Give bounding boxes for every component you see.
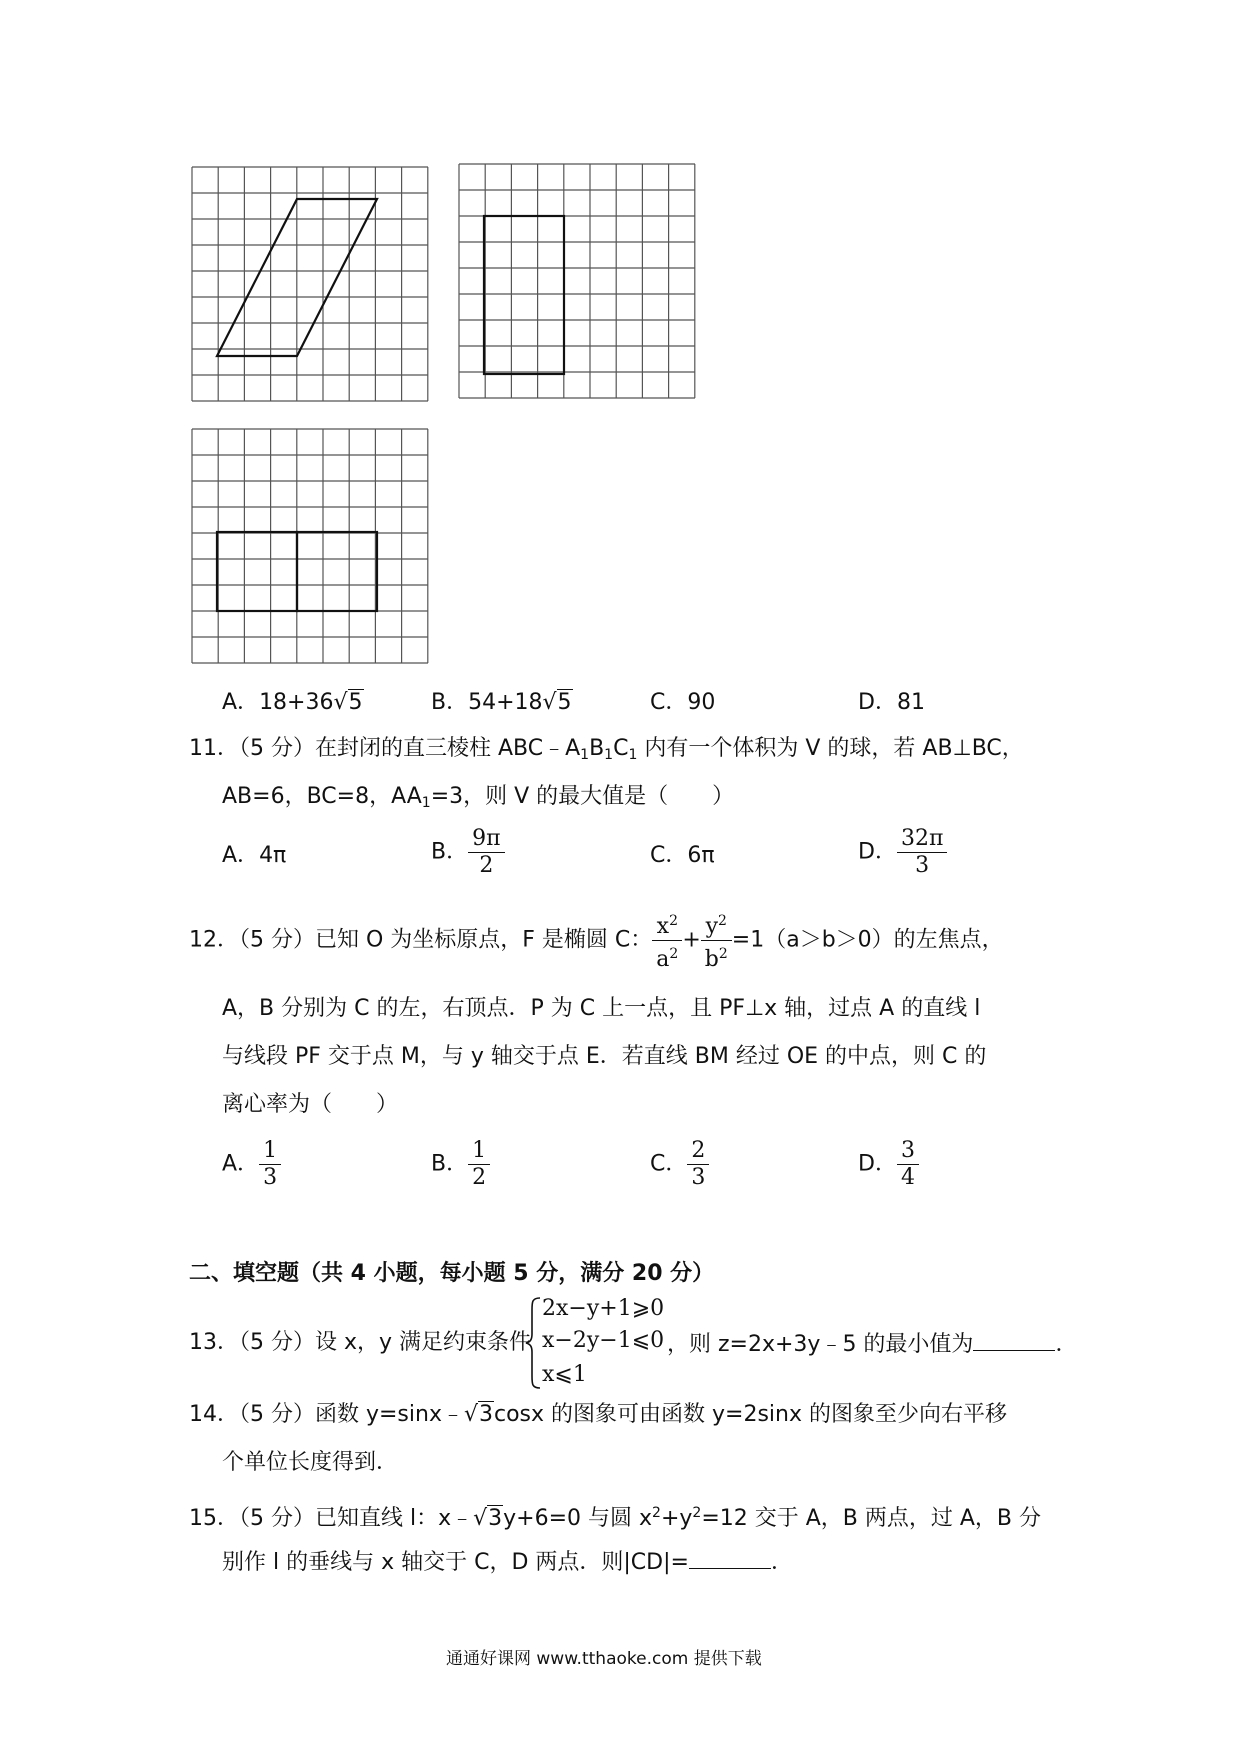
constraint-2: x−2y−1⩽0: [542, 1328, 665, 1353]
option-label: B．: [431, 690, 469, 715]
constraint-3: x⩽1: [542, 1362, 587, 1387]
answer-blank[interactable]: [689, 1546, 771, 1569]
page-footer: 通通好课网 www.tthaoke.com 提供下载: [446, 1649, 762, 1669]
q14-line2: 个单位长度得到．: [222, 1450, 399, 1475]
constraint-1: 2x−y+1⩾0: [542, 1296, 665, 1321]
grid-figure-rectangle: [458, 163, 696, 399]
q15-line2: 别作 l 的垂线与 x 轴交于 C，D 两点．则|CD|= ．: [222, 1546, 793, 1578]
q12-line2: A，B 分别为 C 的左，右顶点．P 为 C 上一点，且 PF⊥x 轴，过点 A 的直线 l: [222, 996, 981, 1021]
q12-line4: 离心率为（ ）: [222, 1092, 399, 1117]
q13-suffix: ，则 z=2x+3y﹣5 的最小值为 ．: [667, 1328, 1077, 1360]
q13-prefix: 13．（5 分）设 x，y 满足约束条件: [189, 1330, 532, 1355]
option-label: A．: [222, 690, 260, 715]
sqrt-symbol: √3: [473, 1506, 503, 1531]
grid-figure-two-rectangles: [191, 428, 429, 664]
grid-figure-parallelogram: [191, 166, 429, 402]
q10-option-d[interactable]: [858, 688, 925, 718]
option-value: 18+36: [259, 690, 334, 715]
q12-options: [222, 1138, 982, 1200]
q15-line1: 15．（5 分）已知直线 l：x﹣√3y+6=0 与圆 $x^2+y^2=12$ 交于 A，B 两点，过 A，B 分: [189, 1498, 1041, 1534]
fraction: $\frac{2}{3}$: [687, 1138, 709, 1191]
fraction: $\frac{32\pi}{3}$: [897, 826, 947, 879]
grid-lines: [192, 167, 428, 401]
q10-option-c[interactable]: [650, 688, 715, 718]
fraction: $\frac{1}{3}$: [259, 1138, 281, 1191]
answer-blank[interactable]: [973, 1328, 1055, 1351]
q12-option-c[interactable]: C． $\frac{2}{3}$: [650, 1138, 709, 1191]
q11-option-d[interactable]: D． $\frac{32\pi}{3}$: [858, 826, 947, 879]
brace-icon: [524, 1296, 542, 1390]
q10-option-b[interactable]: [431, 688, 573, 718]
option-value: 81: [896, 690, 925, 715]
fraction: $\frac{1}{2}$: [468, 1138, 490, 1191]
q11-option-b[interactable]: B． $\frac{9\pi}{2}$: [431, 826, 505, 879]
q12-option-b[interactable]: B． $\frac{1}{2}$: [431, 1138, 490, 1191]
rectangle-shape: [484, 216, 564, 374]
q12-line3: 与线段 PF 交于点 M，与 y 轴交于点 E．若直线 BM 经过 OE 的中点，则 C 的: [222, 1044, 987, 1069]
q14-line1: 14．（5 分）函数 y=sinx﹣√3cosx 的图象可由函数 y=2sinx 的图象至少向右平移: [189, 1400, 1007, 1430]
q11-option-c[interactable]: C．6π: [650, 843, 715, 868]
q10-option-a[interactable]: [222, 688, 364, 718]
option-value: 54+18: [468, 690, 543, 715]
q11-line2: AB=6，BC=8，$AA_1=3$，则 V 的最大值是（ ）: [222, 784, 735, 811]
fraction-x2-a2: $\frac{x^2}{a^2}$: [652, 908, 682, 973]
q11-line1: 11．（5 分）在封闭的直三棱柱 $ABC﹣A_1B_1C_1$ 内有一个体积为 V 的球，若 AB⊥BC，: [189, 736, 1024, 763]
option-label: C．: [650, 690, 688, 715]
left-rectangle-shape: [217, 532, 297, 611]
option-value: 90: [687, 690, 716, 715]
fraction: $\frac{9\pi}{2}$: [468, 826, 504, 879]
q11-option-a[interactable]: A．4π: [222, 843, 287, 868]
sqrt-symbol: √3: [463, 1402, 493, 1427]
q11-options: [222, 826, 982, 886]
right-rectangle-shape: [297, 532, 377, 611]
fraction-y2-b2: $\frac{y^2}{b^2}$: [701, 908, 732, 973]
q12-option-d[interactable]: D． $\frac{3}{4}$: [858, 1138, 919, 1191]
q12-line1: 12．（5 分）已知 O 为坐标原点，F 是椭圆 C： $\frac{x^2}{a^2}$ + $\frac{y^2}{b^2}$ =1（a＞b＞0）的左焦点，: [189, 908, 1004, 970]
grid-lines: [459, 164, 695, 398]
fraction: $\frac{3}{4}$: [897, 1138, 919, 1191]
sqrt-symbol: √5: [542, 690, 572, 715]
grid-lines: [192, 429, 428, 663]
option-label: D．: [858, 690, 897, 715]
sqrt-symbol: √5: [333, 690, 363, 715]
q12-option-a[interactable]: A． $\frac{1}{3}$: [222, 1138, 281, 1191]
section-title: 二、填空题（共 4 小题，每小题 5 分，满分 20 分）: [189, 1261, 715, 1286]
